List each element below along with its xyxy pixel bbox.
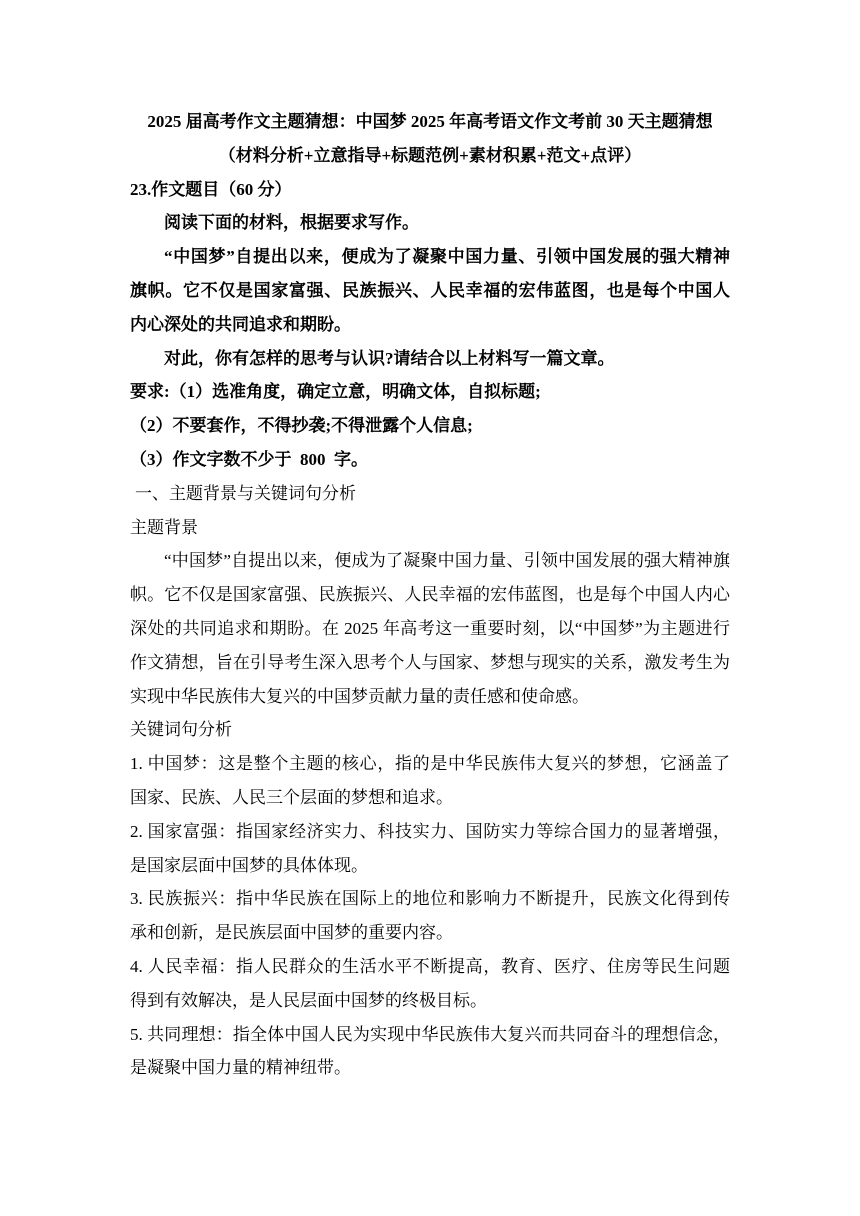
requirement-item: （3）作文字数不少于 800 字。 (130, 449, 368, 469)
section-theme-analysis (130, 477, 730, 1085)
list-item (130, 882, 730, 950)
section-heading: 一、主题背景与关键词句分析 (135, 483, 356, 503)
paragraph-line: 作文猜想，旨在引导考生深入思考个人与国家、梦想与现实的关系，激发考生为 (130, 652, 730, 672)
list-item (130, 1018, 730, 1086)
list-item-line: 3. 民族振兴：指中华民族在国际上的地位和影响力不断提升，民族文化得到传 (130, 889, 730, 909)
document-subtitle: （材料分析+立意指导+标题范例+素材积累+范文+点评） (218, 145, 642, 165)
question-heading: 23.作文题目（60 分） (130, 179, 292, 199)
question-requirements (130, 375, 730, 476)
question-material (130, 240, 730, 341)
question-prompt: 对此，你有怎样的思考与认识?请结合以上材料写一篇文章。 (164, 348, 615, 368)
list-item (130, 815, 730, 883)
essay-question (130, 173, 730, 477)
subsection-heading: 关键词句分析 (130, 720, 232, 740)
material-line: 旗帜。它不仅是国家富强、民族振兴、人民幸福的宏伟蓝图，也是每个中国人 (130, 280, 730, 300)
list-item-line: 得到有效解决，是人民层面中国梦的终极目标。 (130, 990, 487, 1010)
paragraph-line: 实现中华民族伟大复兴的中国梦贡献力量的责任感和使命感。 (130, 686, 589, 706)
paragraph-line: “中国梦”自提出以来，便成为了凝聚中国力量、引领中国发展的强大精神旗 (164, 551, 730, 571)
document-body (130, 105, 730, 1085)
list-item-line: 2. 国家富强：指国家经济实力、科技实力、国防实力等综合国力的显著增强， (130, 821, 730, 841)
paragraph-line: 帜。它不仅是国家富强、民族振兴、人民幸福的宏伟蓝图，也是每个中国人内心 (130, 585, 730, 605)
list-item-line: 1. 中国梦：这是整个主题的核心，指的是中华民族伟大复兴的梦想，它涵盖了 (130, 754, 730, 774)
list-item (130, 950, 730, 1018)
key-phrase-analysis (130, 713, 730, 1085)
requirement-item: （2）不要套作，不得抄袭;不得泄露个人信息; (130, 416, 473, 436)
material-line: 内心深处的共同追求和期盼。 (130, 314, 351, 334)
list-item-line: 4. 人民幸福：指人民群众的生活水平不断提高，教育、医疗、住房等民生问题 (130, 956, 730, 976)
list-item-line: 国家、民族、人民三个层面的梦想和追求。 (130, 787, 453, 807)
material-line: “中国梦”自提出以来，便成为了凝聚中国力量、引领中国发展的强大精神 (164, 247, 730, 267)
question-instruction: 阅读下面的材料，根据要求写作。 (164, 213, 419, 233)
theme-background (130, 511, 730, 714)
list-item-line: 5. 共同理想：指全体中国人民为实现中华民族伟大复兴而共同奋斗的理想信念， (130, 1024, 730, 1044)
list-item-line: 承和创新，是民族层面中国梦的重要内容。 (130, 923, 453, 943)
list-item-line: 是国家层面中国梦的具体体现。 (130, 855, 368, 875)
document-title: 2025 届高考作文主题猜想：中国梦 2025 年高考语文作文考前 30 天主题猜想 (147, 112, 713, 131)
requirement-item: 要求:（1）选准角度，确定立意，明确文体，自拟标题; (130, 382, 541, 402)
list-item (130, 747, 730, 815)
subsection-heading: 主题背景 (130, 517, 198, 537)
paragraph-line: 深处的共同追求和期盼。在 2025 年高考这一重要时刻，以“中国梦”为主题进行 (130, 618, 730, 638)
list-item-line: 是凝聚中国力量的精神纽带。 (130, 1058, 351, 1078)
